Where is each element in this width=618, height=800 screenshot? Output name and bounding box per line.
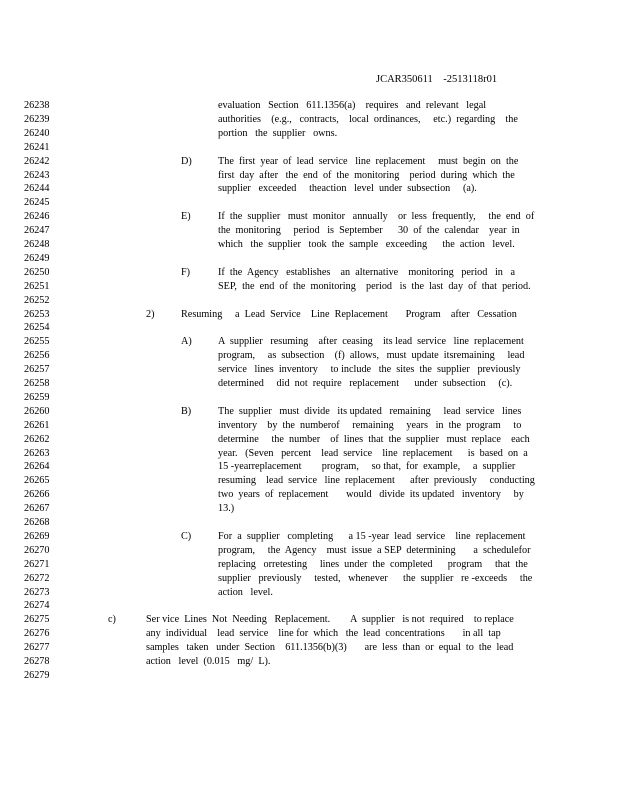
line-number: 26246 xyxy=(24,211,50,223)
line-number: 26270 xyxy=(24,544,50,556)
line-text: 15 -yearreplacement program, so that, for example, a supplier xyxy=(218,461,516,473)
line-number: 26242 xyxy=(24,155,50,167)
line-number: 26273 xyxy=(24,586,50,598)
line-text: which the supplier took the sample exceeding the action level. xyxy=(218,239,515,250)
line-text: supplier exceeded theaction level under subsection (a). xyxy=(218,183,477,195)
line-text: resuming lead service line replacement after previously conducting xyxy=(218,475,535,487)
item-label: c) xyxy=(108,614,116,626)
item-label: A) xyxy=(181,336,192,348)
line-number: 26272 xyxy=(24,572,50,584)
line-text: action level (0.015 mg/ L). xyxy=(146,656,271,667)
line-number: 26262 xyxy=(24,433,50,445)
line-text: portion the supplier owns. xyxy=(218,127,338,139)
line-text: program, the Agency must issue a SEP determining a schedulefor xyxy=(218,544,531,556)
line-text: year. (Seven percent lead service line replacement is based on a xyxy=(218,447,528,459)
line-number: 26258 xyxy=(24,378,50,389)
line-number: 26247 xyxy=(24,225,50,237)
line-text: A supplier resuming after ceasing its lead service line replacement xyxy=(218,336,524,348)
line-number: 26264 xyxy=(24,461,50,473)
line-text: SEP, the end of the monitoring period is the last day of that period. xyxy=(218,280,531,292)
line-text: first day after the end of the monitoring period during which the xyxy=(218,169,515,181)
line-number: 26271 xyxy=(24,558,50,570)
item-label: E) xyxy=(181,211,191,223)
line-number: 26248 xyxy=(24,239,50,250)
item-label: F) xyxy=(181,266,191,278)
line-text: determine the number of lines that the supplier must replace each xyxy=(218,433,530,445)
line-number: 26261 xyxy=(24,419,50,431)
line-number: 26266 xyxy=(24,489,50,501)
line-number: 26276 xyxy=(24,628,50,640)
line-number: 26267 xyxy=(24,503,50,515)
line-number: 26256 xyxy=(24,350,50,362)
line-text: replacing orretesting lines under the completed program that the xyxy=(218,558,528,570)
line-number: 26277 xyxy=(24,642,50,654)
item-label: B) xyxy=(181,405,192,417)
line-text: any individual lead service line for which the lead concentrations in all tap xyxy=(146,628,501,640)
line-text: inventory by the numberof remaining years in the program to xyxy=(218,419,522,431)
line-text: The supplier must divide its updated remaining lead service lines xyxy=(218,405,522,417)
item-label: D) xyxy=(181,155,192,167)
line-text: Ser vice Lines Not Needing Replacement. A supplier is not required to replace xyxy=(146,614,514,626)
line-text: Resuming a Lead Service Line Replacement Program after Cessation xyxy=(181,308,517,320)
line-text: For a supplier completing a 15 -year lead service line replacement xyxy=(218,530,526,542)
line-number: 26245 xyxy=(24,197,50,209)
item-label: 2) xyxy=(146,308,155,320)
document-header: JCAR350611 -2513118r01 xyxy=(376,74,498,85)
line-number: 26251 xyxy=(24,280,50,292)
line-text: service lines inventory to include the sites the supplier previously xyxy=(218,364,521,376)
line-number: 26244 xyxy=(24,183,50,195)
line-text: 13.) xyxy=(218,503,235,515)
line-text: supplier previously tested, whenever the supplier re -exceeds the xyxy=(218,572,533,584)
line-text: program, as subsection (f) allows, must update itsremaining lead xyxy=(218,350,525,362)
line-number: 26279 xyxy=(24,669,50,681)
line-number: 26263 xyxy=(24,447,50,459)
line-number: 26274 xyxy=(24,600,50,612)
line-number: 26252 xyxy=(24,294,50,306)
line-number: 26241 xyxy=(24,141,50,153)
line-text: two years of replacement would divide its updated inventory by xyxy=(218,489,524,501)
line-text: The first year of lead service line replacement must begin on the xyxy=(218,155,519,167)
line-text: the monitoring period is September 30 of the calendar year in xyxy=(218,225,520,237)
line-number: 26265 xyxy=(24,475,50,487)
line-text: samples taken under Section 611.1356(b)(3) are less than or equal to the lead xyxy=(146,642,514,654)
line-number: 26268 xyxy=(24,517,50,528)
line-number: 26257 xyxy=(24,364,50,376)
line-text: action level. xyxy=(218,586,273,598)
line-number: 26260 xyxy=(24,405,50,417)
line-number: 26249 xyxy=(24,252,50,264)
line-number: 26254 xyxy=(24,322,50,334)
line-number: 26259 xyxy=(24,391,50,403)
line-number: 26253 xyxy=(24,308,50,320)
line-text: determined did not require replacement under subsection (c). xyxy=(218,378,513,389)
line-number: 26243 xyxy=(24,169,50,181)
line-number: 26238 xyxy=(24,100,50,111)
line-number: 26269 xyxy=(24,530,50,542)
line-text: If the Agency establishes an alternative monitoring period in a xyxy=(218,266,516,278)
line-number: 26240 xyxy=(24,127,50,139)
item-label: C) xyxy=(181,530,192,542)
line-text: evaluation Section 611.1356(a) requires and relevant legal xyxy=(218,100,487,111)
line-number: 26278 xyxy=(24,656,50,667)
line-text: authorities (e.g., contracts, local ordinances, etc.) regarding the xyxy=(218,113,518,125)
line-number: 26239 xyxy=(24,113,50,125)
line-number: 26250 xyxy=(24,266,50,278)
line-number: 26275 xyxy=(24,614,50,626)
line-number: 26255 xyxy=(24,336,50,348)
line-text: If the supplier must monitor annually or less frequently, the end of xyxy=(218,211,535,223)
